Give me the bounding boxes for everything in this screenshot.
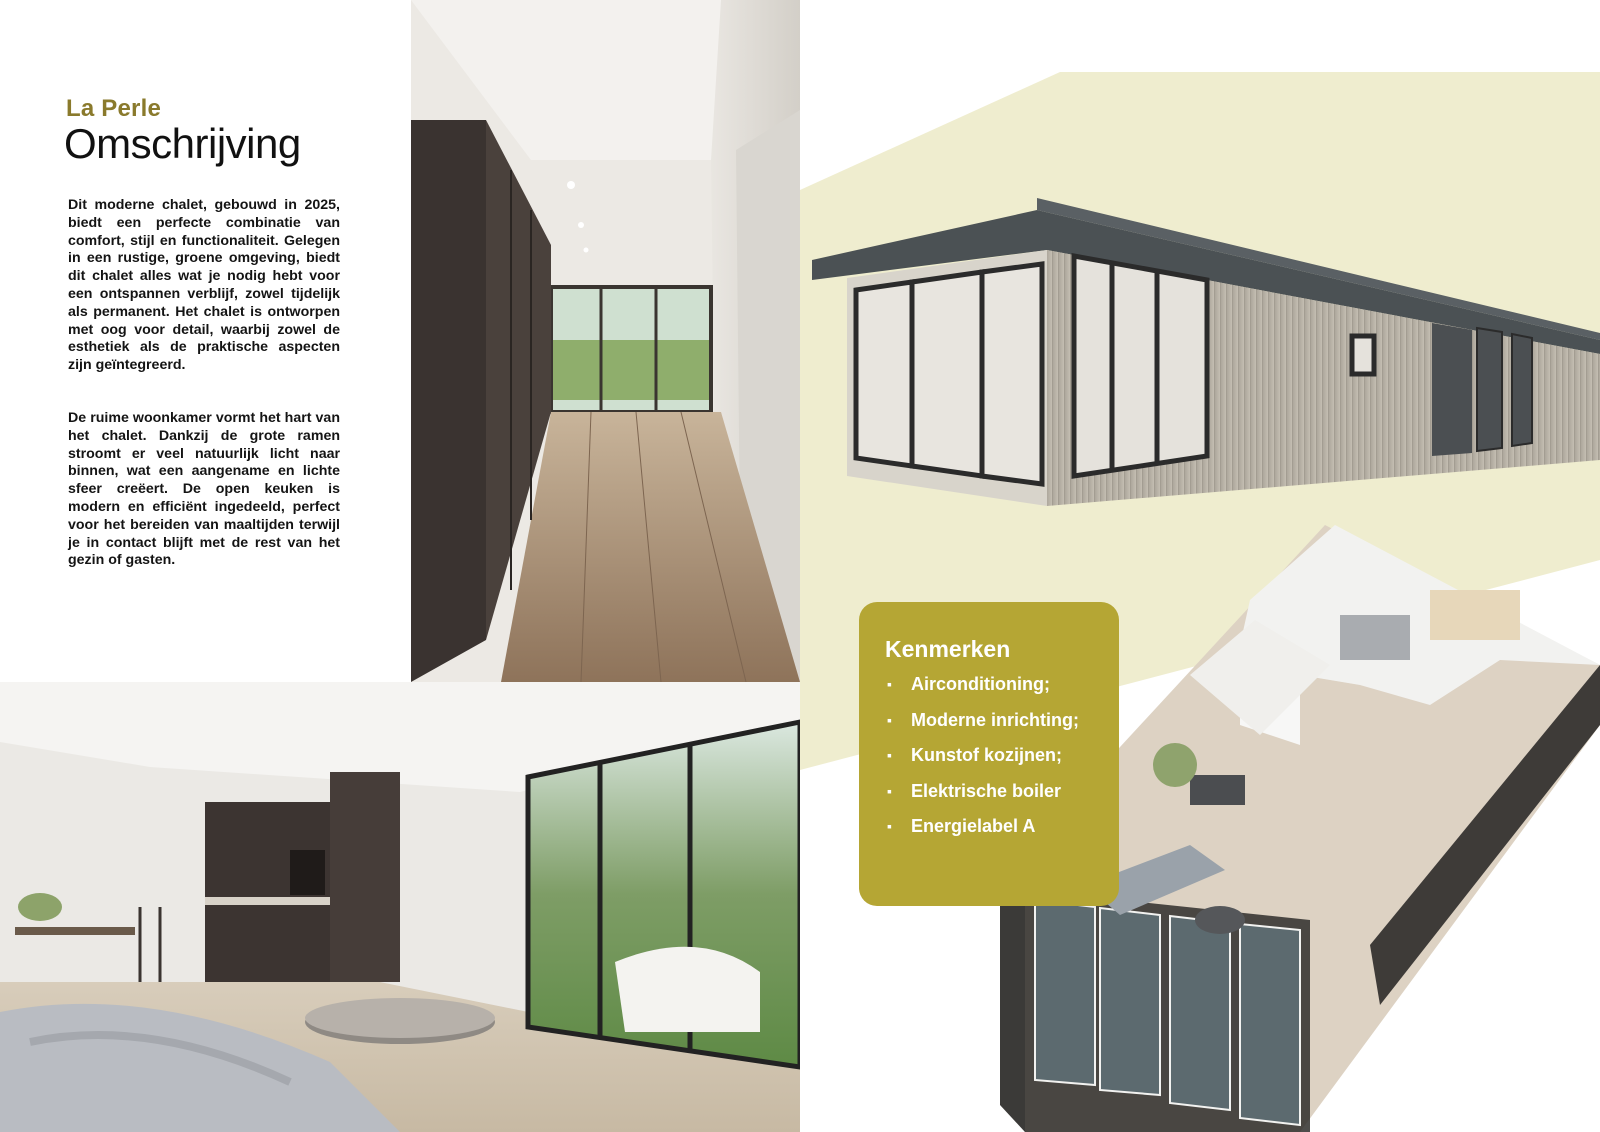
feature-item (887, 708, 1079, 744)
feature-item (887, 743, 1079, 779)
feature-label: Airconditioning; (911, 674, 1050, 694)
feature-label: Kunstof kozijnen; (911, 745, 1062, 765)
feature-label: Moderne inrichting; (911, 709, 1079, 730)
feature-item (887, 779, 1079, 815)
hallway-kitchen-photo (411, 0, 800, 682)
bullet-icon: ▪ (887, 818, 892, 834)
features-heading: Kenmerken (885, 636, 1011, 662)
features-list (887, 672, 1079, 850)
bullet-icon: ▪ (887, 711, 892, 728)
bullet-icon: ▪ (887, 782, 892, 799)
description-paragraph-1: Dit moderne chalet, gebouwd in 2025, biedt een perfecte combinatie van comfort, stijl en functionaliteit. Gelegen in een rustige, groene omgeving, biedt dit chalet alles wat je nodig hebt voor een ontspannen verblijf, zowel tijdelijk als permanent. Het chalet is ontworpen met oog voor detail, waarbij zowel de esthetiek als de praktische aspecten zijn geïntegreerd. (68, 197, 340, 374)
feature-item (887, 814, 1079, 850)
living-room-photo (0, 682, 800, 1132)
page-title: Omschrijving (64, 120, 301, 167)
brand-subtitle: La Perle (66, 95, 161, 122)
bullet-icon: ▪ (887, 747, 892, 763)
feature-label: Elektrische boiler (911, 780, 1062, 801)
description-paragraph-2: De ruime woonkamer vormt het hart van het chalet. Dankzij de grote ramen stroomt er veel natuurlijk licht naar binnen, wat een aangename en lichte sfeer creëert. De open keuken is modern en efficiënt ingedeeld, perfect voor het bereiden van maaltijden terwijl je in contact blijft met de rest van het gezin of gasten. (68, 410, 340, 569)
feature-label: Energielabel A (911, 816, 1036, 836)
features-panel (859, 602, 1119, 906)
feature-item (887, 672, 1079, 708)
chalet-exterior-render (812, 198, 1600, 528)
bullet-icon: ▪ (887, 676, 892, 692)
